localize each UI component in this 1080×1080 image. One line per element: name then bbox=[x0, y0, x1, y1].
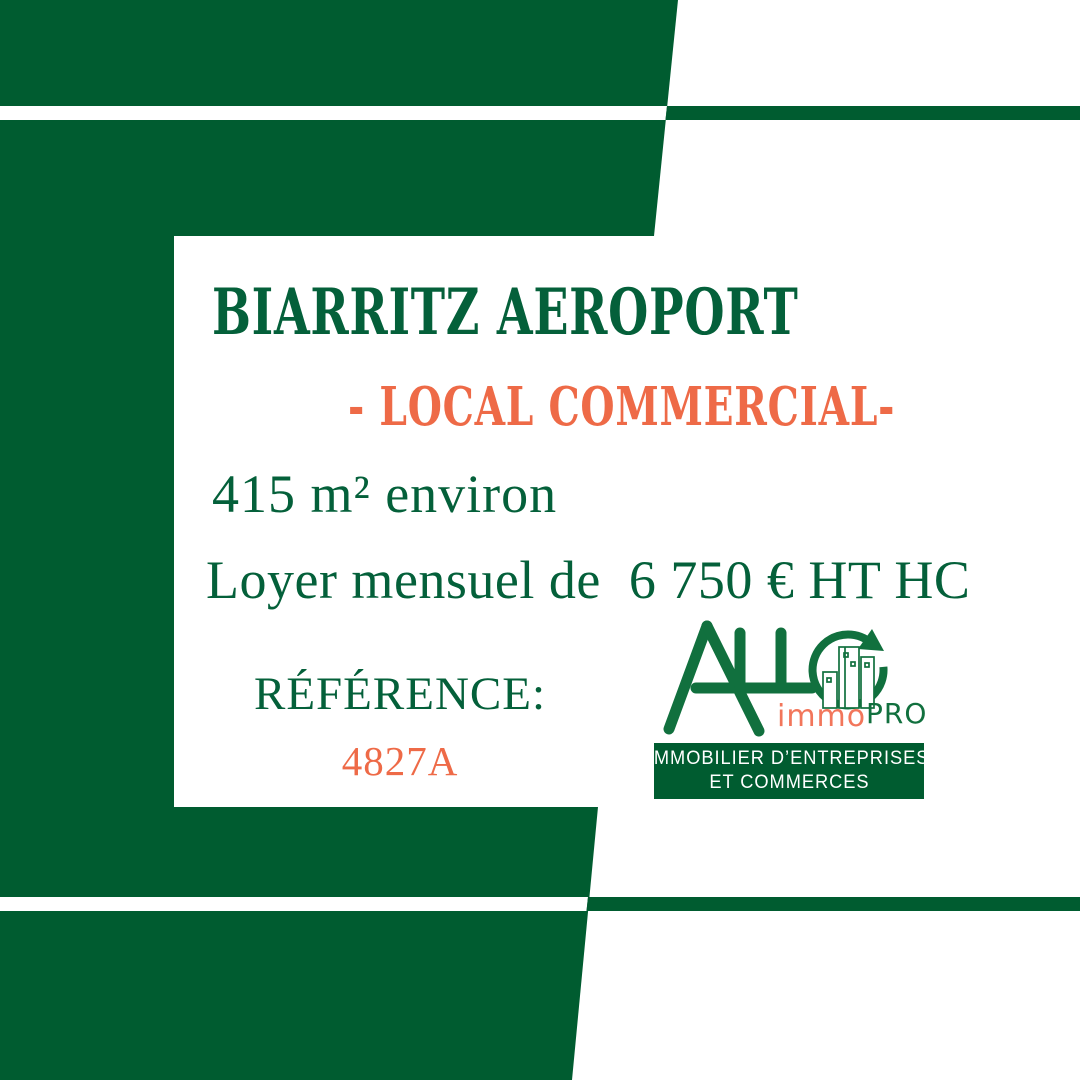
tagline-line2: ET COMMERCES bbox=[708, 772, 870, 793]
reference-label: RÉFÉRENCE: bbox=[253, 668, 547, 720]
stripe-bottom-green bbox=[587, 897, 1080, 911]
stripe-bottom-white bbox=[0, 897, 588, 911]
stripe-top-green bbox=[666, 106, 1080, 120]
tagline-line1: IMMOBILIER D’ENTREPRISES bbox=[648, 748, 930, 770]
logo-pro-text: PRO bbox=[866, 697, 928, 730]
building-window bbox=[865, 663, 869, 667]
stripe-top-white bbox=[0, 106, 667, 120]
reference-value: 4827A bbox=[341, 738, 459, 784]
property-type-subtitle: - LOCAL COMMERCIAL- bbox=[348, 376, 896, 438]
rent-text: Loyer mensuel de 6 750 € HT HC bbox=[206, 550, 971, 610]
location-title: BIARRITZ AEROPORT bbox=[212, 275, 799, 350]
logo-tagline-badge bbox=[648, 743, 930, 799]
building-window bbox=[851, 662, 855, 666]
building-window bbox=[827, 678, 831, 682]
logo-immo-text: immo bbox=[777, 699, 867, 734]
logo-a-left-stroke bbox=[669, 626, 707, 729]
logo-a-right-stroke bbox=[707, 626, 759, 731]
green-spine-left bbox=[0, 236, 174, 807]
surface-area-text: 415 m² environ bbox=[212, 464, 558, 524]
green-block-bottom bbox=[0, 807, 598, 1080]
